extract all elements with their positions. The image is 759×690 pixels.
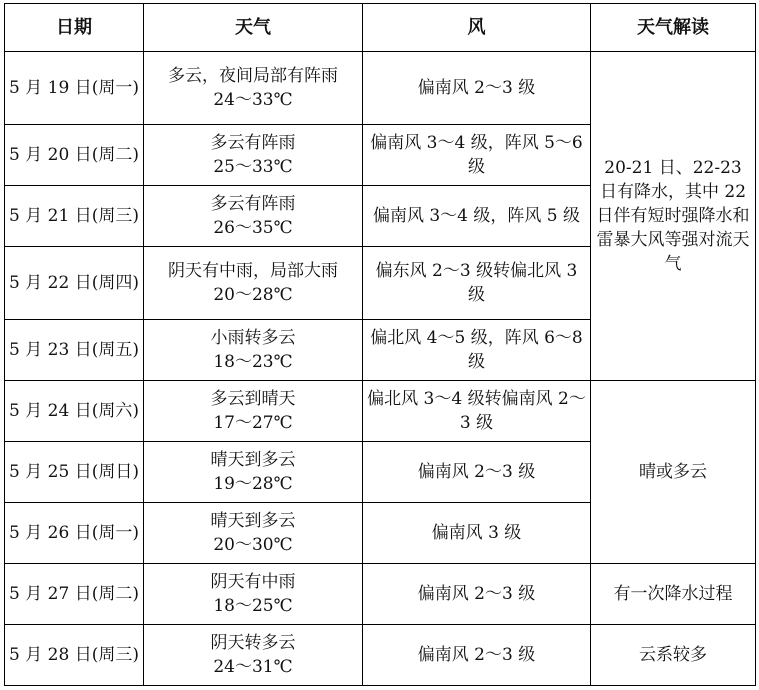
wind-cell: 偏南风 2～3 级 bbox=[363, 625, 591, 686]
weather-desc: 多云到晴天 bbox=[210, 389, 296, 409]
weather-cell bbox=[144, 125, 363, 186]
wind-cell: 偏北风 4～5 级，阵风 6～8 级 bbox=[363, 320, 591, 381]
date-cell: 5 月 23 日(周五) bbox=[5, 320, 144, 381]
temperature: 24～33℃ bbox=[213, 90, 293, 110]
wind-cell: 偏南风 3～4 级，阵风 5～6 级 bbox=[363, 125, 591, 186]
weather-cell bbox=[144, 52, 363, 125]
date-cell: 5 月 21 日(周三) bbox=[5, 186, 144, 247]
interpretation-cell: 云系较多 bbox=[591, 625, 756, 686]
date-cell: 5 月 28 日(周三) bbox=[5, 625, 144, 686]
header-weather: 天气 bbox=[144, 4, 363, 52]
table-row bbox=[5, 564, 756, 625]
weather-cell bbox=[144, 442, 363, 503]
temperature: 18～25℃ bbox=[213, 596, 293, 616]
table-row bbox=[5, 381, 756, 442]
header-date: 日期 bbox=[5, 4, 144, 52]
temperature: 17～27℃ bbox=[213, 413, 293, 433]
wind-cell: 偏北风 3～4 级转偏南风 2～3 级 bbox=[363, 381, 591, 442]
interpretation-cell: 20-21 日、22-23 日有降水，其中 22 日伴有短时强降水和雷暴大风等强对流天气 bbox=[591, 52, 756, 381]
weather-cell bbox=[144, 625, 363, 686]
temperature: 20～28℃ bbox=[213, 285, 293, 305]
header-row bbox=[5, 4, 756, 52]
weather-cell bbox=[144, 186, 363, 247]
wind-cell: 偏南风 3 级 bbox=[363, 503, 591, 564]
temperature: 18～23℃ bbox=[213, 352, 293, 372]
weather-desc: 晴天到多云 bbox=[210, 450, 296, 470]
weather-desc: 多云，夜间局部有阵雨 bbox=[168, 66, 338, 86]
date-cell: 5 月 27 日(周二) bbox=[5, 564, 144, 625]
date-cell: 5 月 19 日(周一) bbox=[5, 52, 144, 125]
date-cell: 5 月 24 日(周六) bbox=[5, 381, 144, 442]
header-wind: 风 bbox=[363, 4, 591, 52]
weather-desc: 阴天有中雨，局部大雨 bbox=[168, 261, 338, 281]
temperature: 19～28℃ bbox=[213, 474, 293, 494]
interpretation-cell: 晴或多云 bbox=[591, 381, 756, 564]
weather-cell bbox=[144, 320, 363, 381]
weather-desc: 阴天有中雨 bbox=[210, 572, 296, 592]
wind-cell: 偏东风 2～3 级转偏北风 3 级 bbox=[363, 247, 591, 320]
wind-cell: 偏南风 2～3 级 bbox=[363, 52, 591, 125]
weather-forecast-table bbox=[4, 3, 756, 686]
wind-cell: 偏南风 2～3 级 bbox=[363, 564, 591, 625]
weather-desc: 阴天转多云 bbox=[210, 633, 296, 653]
weather-desc: 晴天到多云 bbox=[210, 511, 296, 531]
temperature: 24～31℃ bbox=[213, 657, 293, 677]
header-interpretation: 天气解读 bbox=[591, 4, 756, 52]
table-row bbox=[5, 52, 756, 125]
interpretation-cell: 有一次降水过程 bbox=[591, 564, 756, 625]
date-cell: 5 月 20 日(周二) bbox=[5, 125, 144, 186]
weather-cell bbox=[144, 381, 363, 442]
weather-cell bbox=[144, 503, 363, 564]
wind-cell: 偏南风 3～4 级，阵风 5 级 bbox=[363, 186, 591, 247]
date-cell: 5 月 22 日(周四) bbox=[5, 247, 144, 320]
date-cell: 5 月 25 日(周日) bbox=[5, 442, 144, 503]
temperature: 26～35℃ bbox=[213, 218, 293, 238]
weather-desc: 小雨转多云 bbox=[210, 328, 296, 348]
date-cell: 5 月 26 日(周一) bbox=[5, 503, 144, 564]
weather-desc: 多云有阵雨 bbox=[210, 133, 296, 153]
temperature: 25～33℃ bbox=[213, 157, 293, 177]
weather-cell bbox=[144, 247, 363, 320]
wind-cell: 偏南风 2～3 级 bbox=[363, 442, 591, 503]
weather-cell bbox=[144, 564, 363, 625]
table-row bbox=[5, 625, 756, 686]
weather-desc: 多云有阵雨 bbox=[210, 194, 296, 214]
temperature: 20～30℃ bbox=[213, 535, 293, 555]
